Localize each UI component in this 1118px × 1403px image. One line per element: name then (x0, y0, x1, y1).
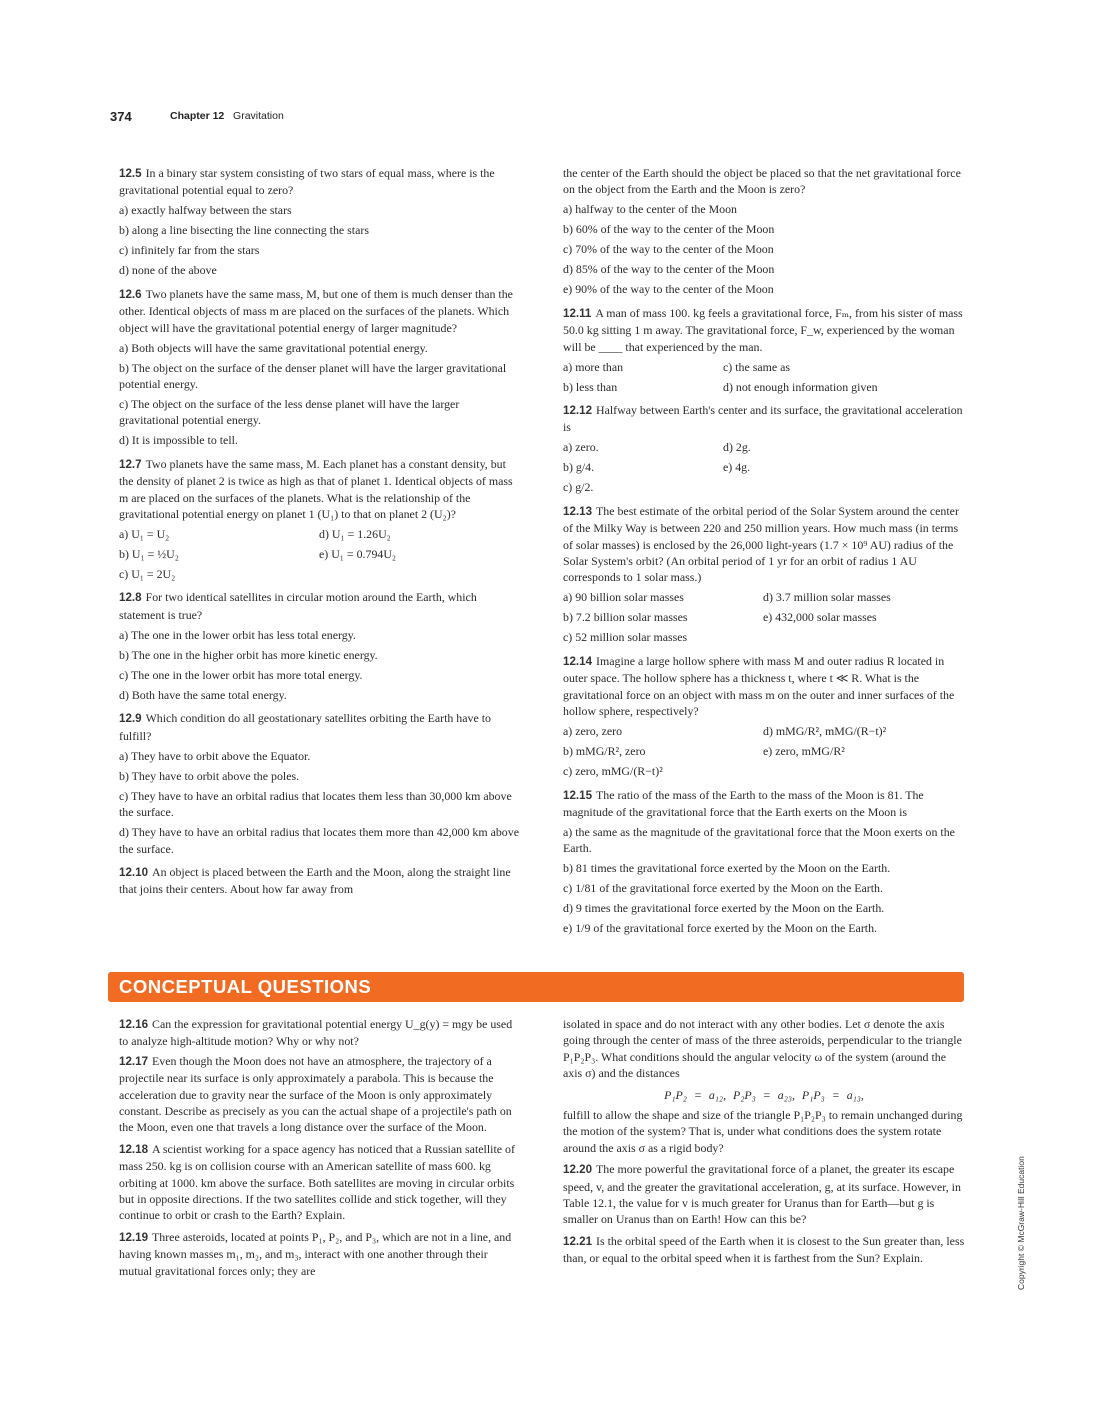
question-12-11: 12.11 A man of mass 100. kg feels a gravitational force, Fₘ, from his sister of mass 50.0 kg sitting 1 m away. The gravitational force, F_w, experienced by the woman will be ____ that experienced by the man. (563, 305, 963, 354)
question-12-20: 12.20 The more powerful the gravitational force of a planet, the greater its escape speed, v, and the greater the gravitational acceleration, g, at its surface. However, in Table 12.1, the value for v is much greater for Uranus than for Earth—but g is smaller on Uranus than on Earth! How can this be? (563, 1162, 961, 1227)
question-12-16: 12.16 Can the expression for gravitational potential energy U_g(y) = mgy be used to analyze high-altitude motion? Why or why not? (119, 1017, 513, 1049)
distance-equation: P₁P₂ = a₁₂, P₂P₃ = a₂₃, P₁P₃ = a₁₃, (664, 1087, 864, 1102)
option: c) The one in the lower orbit has more total energy. (119, 667, 363, 682)
question-12-18: 12.18 A scientist working for a space agency has noticed that a Russian satellite of mass 250. kg is on collision course with an American satellite of mass 600. kg orbiting at 1000. km above the surface. Both satellites are moving in circular orbits but in opposite directions. If the two satellites collide and stick together, will they continue to orbit or crash to the Earth? Explain. (119, 1141, 515, 1223)
option: d) 85% of the way to the center of the Moon (563, 262, 775, 277)
option: a) zero. (563, 440, 599, 455)
question-12-15: 12.15 The ratio of the mass of the Earth to the mass of the Moon is 81. The magnitude of the gravitational force that the Earth exerts on the Moon is (563, 787, 924, 819)
option: c) 1/81 of the gravitational force exerted by the Moon on the Earth. (563, 881, 883, 896)
option: b) They have to orbit above the poles. (119, 768, 300, 783)
option: e) 4g. (723, 460, 751, 475)
option: b) 81 times the gravitational force exerted by the Moon on the Earth. (563, 861, 891, 876)
option: a) The one in the lower orbit has less total energy. (119, 627, 356, 642)
option: c) infinitely far from the stars (119, 243, 260, 258)
option: b) g/4. (563, 460, 595, 475)
chapter-label: Chapter 12 (170, 110, 225, 122)
option: e) U₁ = 0.794U₂ (319, 547, 397, 562)
option: a) the same as the magnitude of the gravitational force that the Moon exerts on the Earth. (563, 824, 955, 856)
question-12-17: 12.17 Even though the Moon does not have an atmosphere, the trajectory of a projectile near its surface is only approximately a parabola. This is because the acceleration due to gravity near the surface of the Moon is only approximately constant. Describe as precisely as you can the actual shape of a projectile's path on the Moon, even one that travels a long distance over the surface of the Moon. (119, 1053, 512, 1135)
option: c) The object on the surface of the less dense planet will have the larger gravitational potential energy. (119, 397, 460, 428)
question-12-19: 12.19 Three asteroids, located at points P₁, P₂, and P₃, which are not in a line, and having known masses m₁, m₂, and m₃, interact with one another through their mutual gravitational forces only; they are (119, 1229, 512, 1278)
question-12-7: 12.7 Two planets have the same mass, M. Each planet has a constant density, but the density of planet 2 is twice as high as that of planet 1. Identical objects of mass m are placed on the surfaces of the planets. What is the relationship of the gravitational potential energy on planet 1 (U₁) to that on planet 2 (U₂)? (119, 456, 513, 522)
option: d) not enough information given (723, 379, 878, 394)
option: a) They have to orbit above the Equator. (119, 748, 311, 763)
options-grid (563, 439, 965, 495)
option: e) zero, mMG/R² (763, 744, 845, 759)
option: d) Both have the same total energy. (119, 687, 287, 702)
options-grid (563, 589, 965, 645)
question-12-19-end: fulfill to allow the shape and size of the triangle P₁P₂P₃ to remain unchanged during the motion of the system? That is, under what conditions does the system rotate around the axis σ as a rigid body? (563, 1108, 963, 1155)
option: b) 7.2 billion solar masses (563, 610, 688, 625)
option: a) Both objects will have the same gravitational potential energy. (119, 340, 428, 355)
options-grid (563, 359, 965, 395)
option: b) U₁ = ½U₂ (119, 547, 179, 562)
options-grid (119, 526, 521, 582)
option: d) It is impossible to tell. (119, 433, 238, 448)
option: c) the same as (723, 359, 791, 374)
option: a) halfway to the center of the Moon (563, 202, 737, 217)
option: b) The object on the surface of the denser planet will have the larger gravitational potential energy. (119, 360, 507, 392)
option: e) 432,000 solar masses (763, 610, 877, 625)
option: b) along a line bisecting the line connecting the stars (119, 223, 369, 238)
conceptual-left-column (119, 1016, 521, 1279)
option: d) They have to have an orbital radius that locates them more than 42,000 km above the surface. (119, 825, 519, 856)
question-12-12: 12.12 Halfway between Earth's center and its surface, the gravitational acceleration is (563, 403, 963, 435)
option: d) 2g. (723, 440, 751, 455)
copyright-notice: Copyright © McGraw-Hill Education (1016, 1156, 1026, 1290)
chapter-heading (170, 110, 284, 122)
question-12-8: 12.8 For two identical satellites in circular motion around the Earth, which statement is true? (119, 590, 477, 622)
question-12-19-continued: isolated in space and do not interact with any other bodies. Let σ denote the axis going through the center of mass of the three asteroids, perpendicular to the triangle P₁P₂P₃. What conditions should the angular velocity ω of the system (around the axis σ) and the distances (563, 1017, 962, 1081)
option: c) zero, mMG/(R−t)² (563, 764, 663, 779)
option: c) U₁ = 2U₂ (119, 567, 176, 582)
left-column (119, 165, 521, 898)
option: c) They have to have an orbital radius that locates them less than 30,000 km above the surface. (119, 788, 512, 820)
option: d) 3.7 million solar masses (763, 590, 891, 605)
conceptual-right-column (563, 1016, 965, 1267)
option: b) less than (563, 379, 618, 394)
question-12-5: 12.5 In a binary star system consisting of two stars of equal mass, where is the gravitational potential equal to zero? (119, 166, 495, 198)
question-12-21: 12.21 Is the orbital speed of the Earth when it is closest to the Sun greater than, less than, or equal to the orbital speed when it is farthest from the Sun? Explain. (563, 1233, 965, 1266)
option: d) none of the above (119, 263, 217, 278)
question-12-10-continued: the center of the Earth should the object be placed so that the net gravitational force on the object from the Earth and the Moon is zero? (563, 166, 961, 197)
option: c) 70% of the way to the center of the Moon (563, 242, 774, 257)
question-12-9: 12.9 Which condition do all geostationary satellites orbiting the Earth have to fulfill? (119, 711, 491, 743)
option: b) mMG/R², zero (563, 744, 646, 759)
option: b) 60% of the way to the center of the Moon (563, 222, 775, 237)
question-12-6: 12.6 Two planets have the same mass, M, but one of them is much denser than the other. Identical objects of mass m are placed on the surfaces of the planets. Which object will have the gravitational potential energy of larger magnitude? (119, 286, 513, 335)
option: e) 90% of the way to the center of the Moon (563, 282, 774, 297)
option: d) mMG/R², mMG/(R−t)² (763, 724, 887, 739)
option: c) g/2. (563, 480, 594, 495)
option: a) zero, zero (563, 724, 623, 739)
options-grid (563, 723, 965, 779)
option: e) 1/9 of the gravitational force exerted by the Moon on the Earth. (563, 921, 877, 936)
option: d) 9 times the gravitational force exerted by the Moon on the Earth. (563, 901, 885, 916)
chapter-title: Gravitation (233, 110, 284, 122)
question-12-13: 12.13 The best estimate of the orbital period of the Solar System around the center of the Milky Way is between 220 and 250 million years. How much mass (in terms of solar masses) is enclosed by the 26,000 light-years (1.7 × 10⁹ AU) radius of the Solar System's orbit? (An orbital period of 1 yr for an orbit of radius 1 AU corresponds to 1 solar mass.) (563, 503, 959, 585)
question-12-10: 12.10 An object is placed between the Earth and the Moon, along the straight line that joins their centers. About how far away from (119, 864, 511, 897)
option: a) U₁ = U₂ (119, 527, 170, 542)
option: d) U₁ = 1.26U₂ (319, 527, 391, 542)
option: b) The one in the higher orbit has more kinetic energy. (119, 647, 378, 662)
option: c) 52 million solar masses (563, 630, 688, 645)
option: a) 90 billion solar masses (563, 590, 684, 605)
question-12-14: 12.14 Imagine a large hollow sphere with mass M and outer radius R located in outer space. The hollow sphere has a thickness t, where t ≪ R. What is the gravitational force on an object with mass m on the outer and inner surfaces of the hollow sphere, respectively? (563, 653, 955, 719)
page-number: 374 (110, 109, 132, 124)
section-banner-conceptual-questions: CONCEPTUAL QUESTIONS (108, 972, 964, 1002)
option: a) exactly halfway between the stars (119, 203, 292, 218)
option: a) more than (563, 359, 624, 374)
right-column (563, 165, 965, 937)
